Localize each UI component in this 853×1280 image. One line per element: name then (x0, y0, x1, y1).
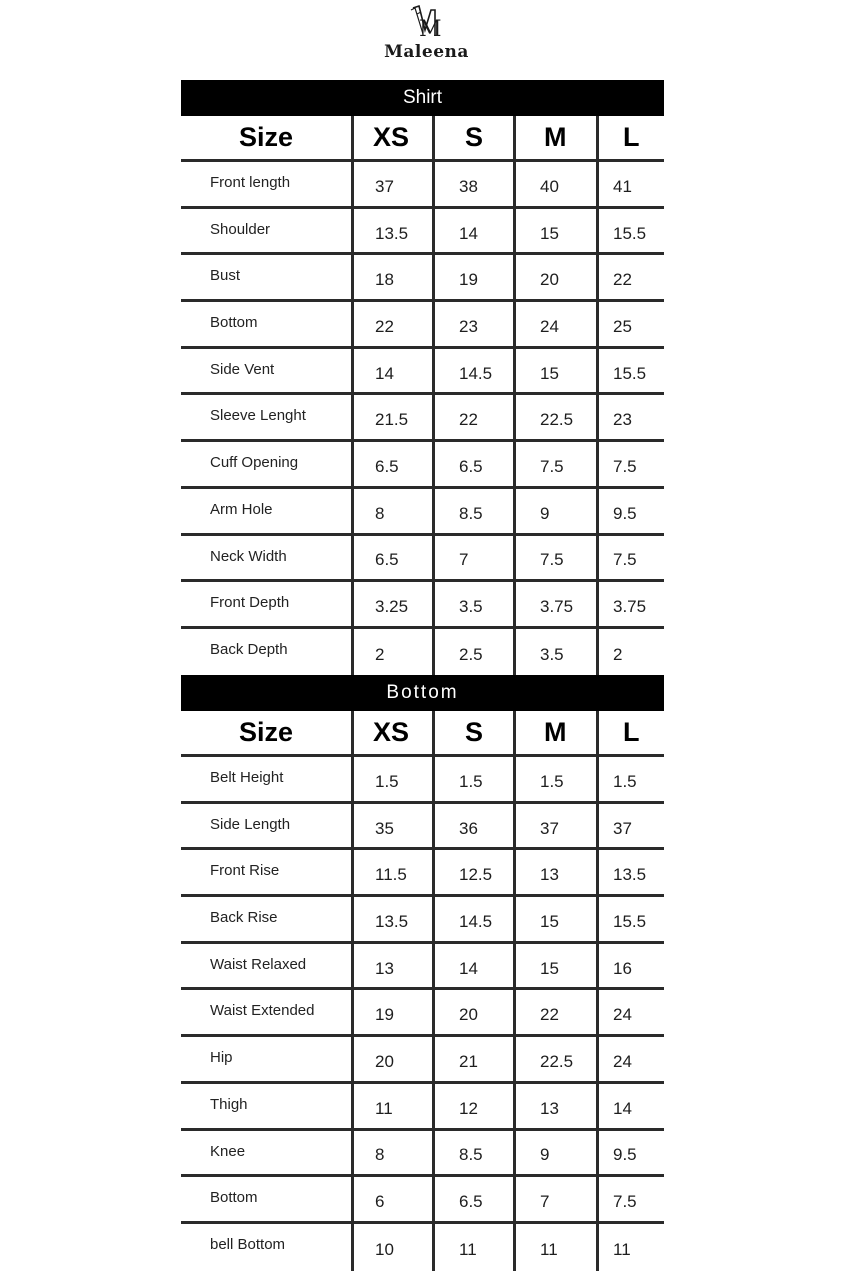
table-row (181, 804, 664, 851)
measurement-label: Side Length (210, 815, 291, 833)
value-s: 8.5 (432, 489, 513, 533)
value-l: 22 (596, 255, 664, 299)
value-xs: 10 (351, 1224, 432, 1271)
header-m: M (513, 711, 596, 754)
value-s: 14.5 (432, 897, 513, 941)
value-xs: 22 (351, 302, 432, 346)
value-l: 37 (596, 804, 664, 848)
value-xs: 21.5 (351, 395, 432, 439)
value-m: 13 (513, 1084, 596, 1128)
value-xs: 6.5 (351, 536, 432, 580)
table-row (181, 1177, 664, 1224)
bottom-header-row (181, 711, 664, 757)
value-s: 38 (432, 162, 513, 206)
value-l: 24 (596, 990, 664, 1034)
table-row (181, 1037, 664, 1084)
measurement-label: Hip (210, 1049, 233, 1067)
measurement-label: Front length (210, 174, 291, 191)
table-row (181, 990, 664, 1037)
value-l: 15.5 (596, 897, 664, 941)
measurement-label: Front Depth (210, 594, 290, 612)
table-row (181, 1224, 664, 1271)
value-m: 11 (513, 1224, 596, 1271)
value-m: 9 (513, 1131, 596, 1175)
bottom-table-title: Bottom (181, 675, 664, 711)
value-m: 22 (513, 990, 596, 1034)
value-m: 3.75 (513, 582, 596, 626)
value-s: 23 (432, 302, 513, 346)
table-row (181, 162, 664, 209)
value-xs: 37 (351, 162, 432, 206)
table-row (181, 1084, 664, 1131)
value-l: 7.5 (596, 536, 664, 580)
value-xs: 20 (351, 1037, 432, 1081)
brand-name: Maleena (384, 42, 469, 62)
brand-logo (0, 0, 853, 80)
value-xs: 13.5 (351, 209, 432, 253)
value-xs: 1.5 (351, 757, 432, 801)
value-xs: 3.25 (351, 582, 432, 626)
table-row (181, 255, 664, 302)
shirt-size-table (181, 80, 664, 676)
measurement-label: Back Rise (210, 909, 278, 927)
table-row (181, 582, 664, 629)
table-row (181, 944, 664, 991)
measurement-label: Thigh (210, 1095, 248, 1113)
value-s: 1.5 (432, 757, 513, 801)
value-l: 1.5 (596, 757, 664, 801)
value-l: 11 (596, 1224, 664, 1271)
header-s: S (432, 116, 513, 159)
table-row (181, 442, 664, 489)
table-row (181, 757, 664, 804)
value-m: 24 (513, 302, 596, 346)
value-m: 22.5 (513, 395, 596, 439)
table-row (181, 395, 664, 442)
shirt-header-row (181, 116, 664, 162)
measurement-label: Bust (210, 267, 241, 285)
value-m: 15 (513, 209, 596, 253)
value-l: 14 (596, 1084, 664, 1128)
value-xs: 11 (351, 1084, 432, 1128)
measurement-label: Knee (210, 1142, 246, 1160)
svg-text:M: M (419, 17, 442, 42)
measurement-label: Neck Width (210, 547, 287, 565)
value-m: 1.5 (513, 757, 596, 801)
measurement-label: Sleeve Lenght (210, 407, 306, 425)
value-m: 7 (513, 1177, 596, 1221)
value-s: 14.5 (432, 349, 513, 393)
measurement-label: Belt Height (210, 769, 284, 786)
value-s: 6.5 (432, 442, 513, 486)
table-row (181, 302, 664, 349)
header-size: Size (238, 122, 294, 152)
value-xs: 18 (351, 255, 432, 299)
header-xs: XS (351, 116, 432, 159)
value-l: 7.5 (596, 1177, 664, 1221)
value-s: 6.5 (432, 1177, 513, 1221)
value-l: 41 (596, 162, 664, 206)
value-s: 2.5 (432, 629, 513, 676)
value-xs: 11.5 (351, 850, 432, 894)
measurement-label: bell Bottom (210, 1235, 286, 1253)
header-l: L (596, 116, 664, 159)
value-m: 3.5 (513, 629, 596, 676)
header-m: M (513, 116, 596, 159)
measurement-label: Bottom (210, 314, 258, 332)
value-xs: 13.5 (351, 897, 432, 941)
shirt-table-title: Shirt (181, 80, 664, 116)
value-xs: 8 (351, 489, 432, 533)
table-row (181, 629, 664, 676)
measurement-label: Waist Relaxed (210, 955, 307, 973)
value-s: 3.5 (432, 582, 513, 626)
value-m: 7.5 (513, 536, 596, 580)
value-l: 9.5 (596, 489, 664, 533)
header-size: Size (238, 717, 294, 747)
value-m: 15 (513, 349, 596, 393)
value-xs: 6 (351, 1177, 432, 1221)
value-l: 24 (596, 1037, 664, 1081)
value-l: 7.5 (596, 442, 664, 486)
measurement-label: Side Vent (210, 360, 275, 378)
value-xs: 14 (351, 349, 432, 393)
header-s: S (432, 711, 513, 754)
header-xs: XS (351, 711, 432, 754)
value-s: 14 (432, 209, 513, 253)
measurement-label: Front Rise (210, 862, 280, 880)
table-row (181, 897, 664, 944)
value-m: 7.5 (513, 442, 596, 486)
value-xs: 35 (351, 804, 432, 848)
value-s: 36 (432, 804, 513, 848)
table-row (181, 850, 664, 897)
table-row (181, 209, 664, 256)
measurement-label: Back Depth (210, 640, 288, 658)
measurement-label: Shoulder (210, 220, 271, 238)
value-s: 12.5 (432, 850, 513, 894)
measurement-label: Bottom (210, 1189, 258, 1207)
value-s: 19 (432, 255, 513, 299)
value-m: 22.5 (513, 1037, 596, 1081)
measurement-label: Waist Extended (210, 1002, 315, 1020)
measurement-label: Cuff Opening (210, 454, 299, 472)
table-row (181, 349, 664, 396)
value-s: 14 (432, 944, 513, 988)
value-m: 9 (513, 489, 596, 533)
value-xs: 6.5 (351, 442, 432, 486)
value-m: 15 (513, 897, 596, 941)
value-l: 13.5 (596, 850, 664, 894)
value-xs: 8 (351, 1131, 432, 1175)
brand-monogram-icon (405, 4, 445, 42)
measurement-label: Arm Hole (210, 500, 273, 518)
value-m: 15 (513, 944, 596, 988)
value-s: 20 (432, 990, 513, 1034)
value-l: 25 (596, 302, 664, 346)
table-row (181, 536, 664, 583)
bottom-size-table (181, 675, 664, 1271)
value-m: 40 (513, 162, 596, 206)
value-xs: 2 (351, 629, 432, 676)
value-l: 15.5 (596, 209, 664, 253)
value-m: 37 (513, 804, 596, 848)
table-row (181, 1131, 664, 1178)
value-l: 15.5 (596, 349, 664, 393)
table-row (181, 489, 664, 536)
value-l: 16 (596, 944, 664, 988)
value-s: 11 (432, 1224, 513, 1271)
value-m: 13 (513, 850, 596, 894)
value-xs: 19 (351, 990, 432, 1034)
value-xs: 13 (351, 944, 432, 988)
value-l: 3.75 (596, 582, 664, 626)
value-l: 9.5 (596, 1131, 664, 1175)
value-l: 23 (596, 395, 664, 439)
value-l: 2 (596, 629, 664, 676)
value-s: 21 (432, 1037, 513, 1081)
value-s: 8.5 (432, 1131, 513, 1175)
value-s: 12 (432, 1084, 513, 1128)
value-s: 7 (432, 536, 513, 580)
value-m: 20 (513, 255, 596, 299)
value-s: 22 (432, 395, 513, 439)
header-l: L (596, 711, 664, 754)
